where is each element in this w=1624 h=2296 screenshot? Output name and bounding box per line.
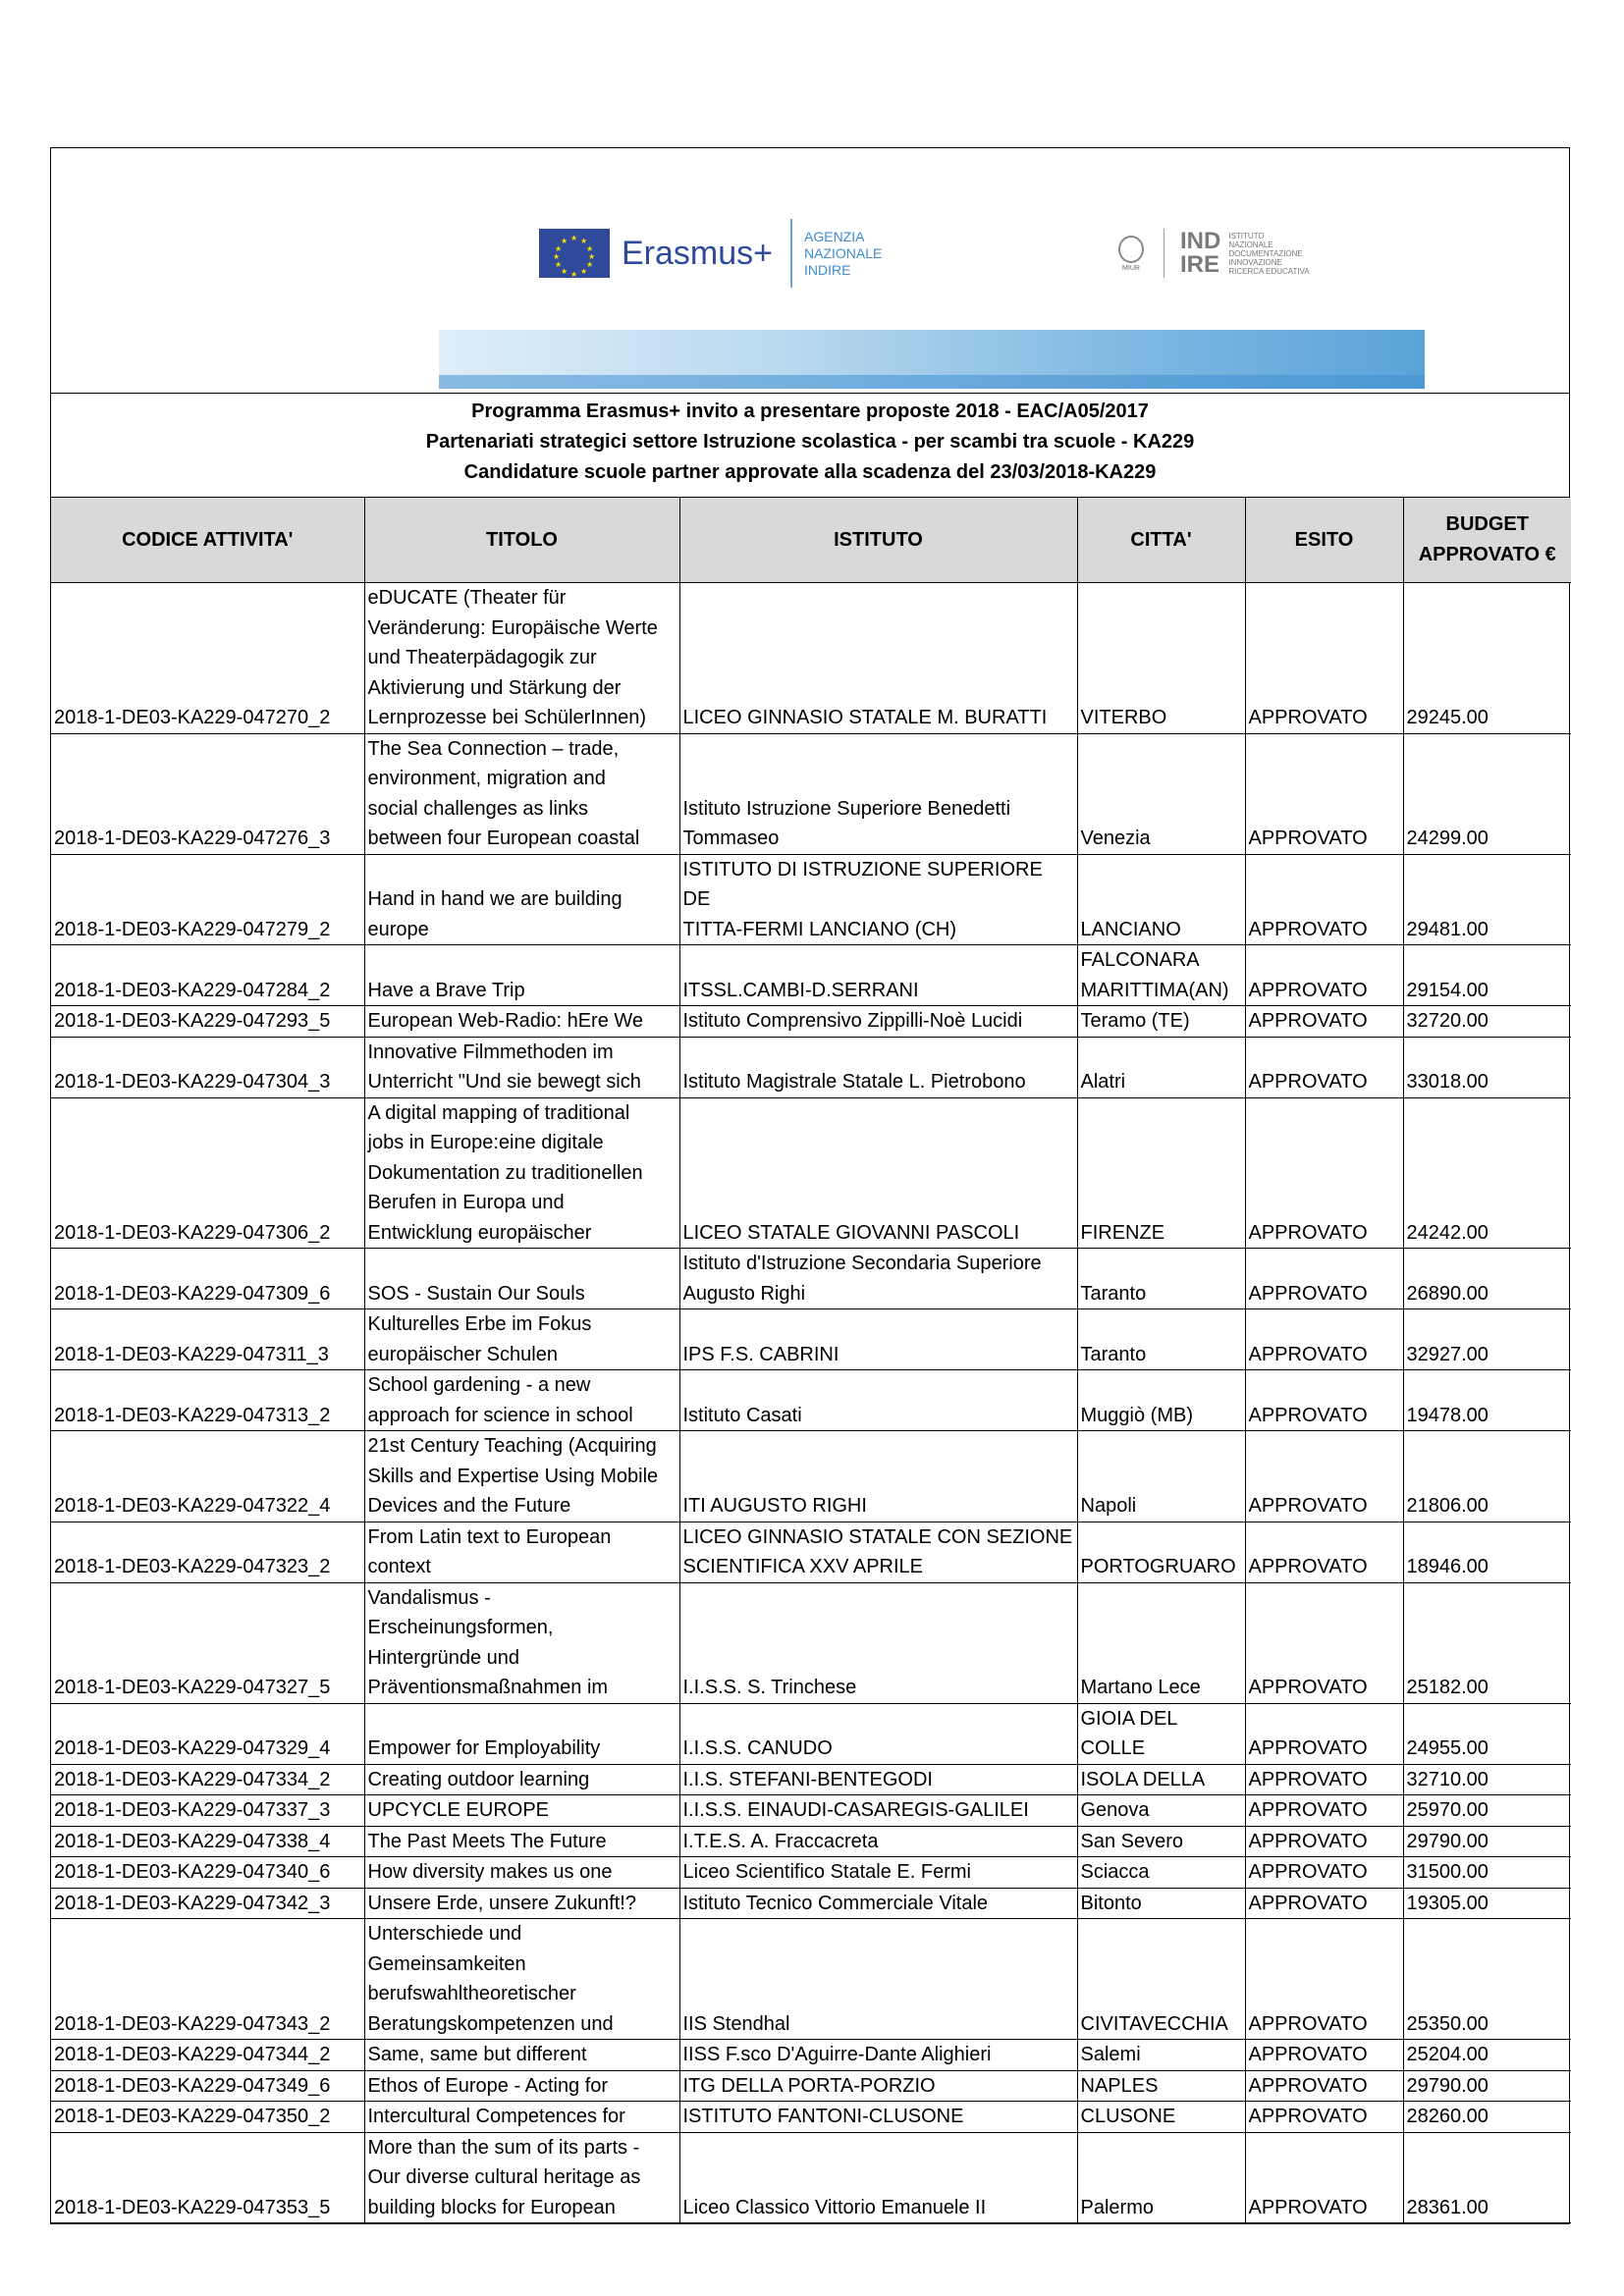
table-row bbox=[51, 2040, 1571, 2071]
cell-code: 2018-1-DE03-KA229-047284_2 bbox=[51, 945, 364, 1006]
cell-city: San Severo bbox=[1077, 1826, 1245, 1857]
cell-outcome: APPROVATO bbox=[1245, 1249, 1403, 1309]
cell-code: 2018-1-DE03-KA229-047350_2 bbox=[51, 2102, 364, 2133]
cell-title: 21st Century Teaching (Acquiring Skills and Expertise Using Mobile Devices and the Future bbox=[364, 1431, 679, 1522]
cell-outcome: APPROVATO bbox=[1245, 1370, 1403, 1431]
table-row bbox=[51, 854, 1571, 945]
miur-emblem-icon bbox=[1114, 229, 1148, 278]
cell-budget: 18946.00 bbox=[1403, 1522, 1571, 1582]
cell-city: Salemi bbox=[1077, 2040, 1245, 2071]
indire-logo bbox=[1114, 229, 1310, 278]
document-sheet bbox=[50, 147, 1570, 2224]
indire-sub-line: DOCUMENTAZIONE bbox=[1228, 248, 1303, 258]
cell-title: School gardening - a new approach for science in school bbox=[364, 1370, 679, 1431]
cell-institute: LICEO STATALE GIOVANNI PASCOLI bbox=[679, 1097, 1077, 1249]
cell-budget: 19305.00 bbox=[1403, 1888, 1571, 1919]
cell-budget: 32927.00 bbox=[1403, 1309, 1571, 1370]
column-header-institute: ISTITUTO bbox=[679, 498, 1077, 583]
cell-outcome: APPROVATO bbox=[1245, 1764, 1403, 1795]
cell-city: ISOLA DELLA bbox=[1077, 1764, 1245, 1795]
miur-label: MIUR bbox=[1122, 264, 1140, 272]
cell-city: Teramo (TE) bbox=[1077, 1006, 1245, 1038]
cell-title: Unterschiede und Gemeinsamkeiten berufswahltheoretischer Beratungskompetenzen und bbox=[364, 1919, 679, 2040]
cell-institute: Istituto Tecnico Commerciale Vitale bbox=[679, 1888, 1077, 1919]
table-row bbox=[51, 1249, 1571, 1309]
cell-city: PORTOGRUARO bbox=[1077, 1522, 1245, 1582]
cell-institute: ISTITUTO FANTONI-CLUSONE bbox=[679, 2102, 1077, 2133]
table-row bbox=[51, 1037, 1571, 1097]
cell-outcome: APPROVATO bbox=[1245, 1309, 1403, 1370]
cell-outcome: APPROVATO bbox=[1245, 1006, 1403, 1038]
cell-budget: 26890.00 bbox=[1403, 1249, 1571, 1309]
table-row bbox=[51, 1097, 1571, 1249]
table-row bbox=[51, 945, 1571, 1006]
cell-budget: 24299.00 bbox=[1403, 733, 1571, 854]
cell-budget: 25204.00 bbox=[1403, 2040, 1571, 2071]
deadline-subtitle: Candidature scuole partner approvate alla scadenza del 23/03/2018-KA229 bbox=[463, 461, 1157, 483]
cell-title: Ethos of Europe - Acting for bbox=[364, 2070, 679, 2102]
partnership-subtitle: Partenariati strategici settore Istruzione scolastica - per scambi tra scuole - KA229 bbox=[425, 431, 1195, 453]
cell-outcome: APPROVATO bbox=[1245, 1795, 1403, 1827]
programme-title: Programma Erasmus+ invito a presentare proposte 2018 - EAC/A05/2017 bbox=[471, 400, 1149, 422]
cell-institute: ITSSL.CAMBI-D.SERRANI bbox=[679, 945, 1077, 1006]
table-row bbox=[51, 2102, 1571, 2133]
column-header-city: CITTA' bbox=[1077, 498, 1245, 583]
cell-institute: Istituto Istruzione Superiore Benedetti Tommaseo bbox=[679, 733, 1077, 854]
cell-code: 2018-1-DE03-KA229-047334_2 bbox=[51, 1764, 364, 1795]
decorative-blue-bar bbox=[439, 330, 1425, 389]
cell-budget: 29481.00 bbox=[1403, 854, 1571, 945]
cell-title: Creating outdoor learning bbox=[364, 1764, 679, 1795]
cell-code: 2018-1-DE03-KA229-047279_2 bbox=[51, 854, 364, 945]
cell-title: Have a Brave Trip bbox=[364, 945, 679, 1006]
cell-code: 2018-1-DE03-KA229-047323_2 bbox=[51, 1522, 364, 1582]
cell-title: A digital mapping of traditional jobs in Europe:eine digitale Dokumentation zu traditionellen Berufen in Europa und Entwicklung europäischer bbox=[364, 1097, 679, 1249]
cell-budget: 33018.00 bbox=[1403, 1037, 1571, 1097]
cell-budget: 29245.00 bbox=[1403, 583, 1571, 734]
cell-code: 2018-1-DE03-KA229-047304_3 bbox=[51, 1037, 364, 1097]
cell-code: 2018-1-DE03-KA229-047329_4 bbox=[51, 1703, 364, 1764]
cell-city: FIRENZE bbox=[1077, 1097, 1245, 1249]
cell-institute: Istituto Magistrale Statale L. Pietrobono bbox=[679, 1037, 1077, 1097]
indire-mark-line: IND bbox=[1180, 228, 1221, 254]
cell-city: Muggiò (MB) bbox=[1077, 1370, 1245, 1431]
cell-institute: Istituto d'Istruzione Secondaria Superiore Augusto Righi bbox=[679, 1249, 1077, 1309]
cell-outcome: APPROVATO bbox=[1245, 2040, 1403, 2071]
agency-line: AGENZIA bbox=[804, 228, 865, 244]
cell-budget: 25970.00 bbox=[1403, 1795, 1571, 1827]
table-row bbox=[51, 2132, 1571, 2223]
cell-outcome: APPROVATO bbox=[1245, 1857, 1403, 1889]
cell-title: Unsere Erde, unsere Zukunft!? bbox=[364, 1888, 679, 1919]
results-table bbox=[51, 498, 1571, 2223]
column-header-budget: BUDGET APPROVATO € bbox=[1403, 498, 1571, 583]
cell-title: Same, same but different bbox=[364, 2040, 679, 2071]
cell-title: Empower for Employability bbox=[364, 1703, 679, 1764]
cell-institute: Liceo Scientifico Statale E. Fermi bbox=[679, 1857, 1077, 1889]
cell-title: eDUCATE (Theater für Veränderung: Europäische Werte und Theaterpädagogik zur Aktivierung und Stärkung der Lernprozesse bei SchülerInnen) bbox=[364, 583, 679, 734]
cell-budget: 29154.00 bbox=[1403, 945, 1571, 1006]
cell-institute: I.T.E.S. A. Fraccacreta bbox=[679, 1826, 1077, 1857]
cell-city: Alatri bbox=[1077, 1037, 1245, 1097]
cell-institute: I.I.S.S. S. Trinchese bbox=[679, 1582, 1077, 1703]
cell-institute: LICEO GINNASIO STATALE CON SEZIONE SCIENTIFICA XXV APRILE bbox=[679, 1522, 1077, 1582]
indire-sub-line: NAZIONALE bbox=[1228, 240, 1273, 249]
cell-city: Bitonto bbox=[1077, 1888, 1245, 1919]
indire-sub-line: RICERCA EDUCATIVA bbox=[1228, 266, 1310, 276]
cell-budget: 32710.00 bbox=[1403, 1764, 1571, 1795]
cell-city: Genova bbox=[1077, 1795, 1245, 1827]
cell-title: Innovative Filmmethoden im Unterricht "Und sie bewegt sich bbox=[364, 1037, 679, 1097]
cell-budget: 28361.00 bbox=[1403, 2132, 1571, 2223]
cell-budget: 29790.00 bbox=[1403, 2070, 1571, 2102]
agency-label bbox=[804, 229, 882, 279]
cell-outcome: APPROVATO bbox=[1245, 1888, 1403, 1919]
cell-outcome: APPROVATO bbox=[1245, 1919, 1403, 2040]
table-row bbox=[51, 1826, 1571, 1857]
erasmus-logo bbox=[539, 219, 882, 288]
cell-code: 2018-1-DE03-KA229-047313_2 bbox=[51, 1370, 364, 1431]
table-row bbox=[51, 1431, 1571, 1522]
table-row bbox=[51, 1919, 1571, 2040]
cell-code: 2018-1-DE03-KA229-047340_6 bbox=[51, 1857, 364, 1889]
table-row bbox=[51, 1370, 1571, 1431]
cell-title: European Web-Radio: hEre We bbox=[364, 1006, 679, 1038]
cell-code: 2018-1-DE03-KA229-047293_5 bbox=[51, 1006, 364, 1038]
cell-code: 2018-1-DE03-KA229-047349_6 bbox=[51, 2070, 364, 2102]
cell-institute: IPS F.S. CABRINI bbox=[679, 1309, 1077, 1370]
cell-budget: 25350.00 bbox=[1403, 1919, 1571, 2040]
table-row bbox=[51, 583, 1571, 734]
cell-title: From Latin text to European context bbox=[364, 1522, 679, 1582]
cell-code: 2018-1-DE03-KA229-047344_2 bbox=[51, 2040, 364, 2071]
cell-code: 2018-1-DE03-KA229-047311_3 bbox=[51, 1309, 364, 1370]
column-header-outcome: ESITO bbox=[1245, 498, 1403, 583]
cell-title: SOS - Sustain Our Souls bbox=[364, 1249, 679, 1309]
cell-outcome: APPROVATO bbox=[1245, 2070, 1403, 2102]
agency-line: NAZIONALE bbox=[804, 244, 883, 261]
cell-outcome: APPROVATO bbox=[1245, 854, 1403, 945]
cell-institute: IISS F.sco D'Aguirre-Dante Alighieri bbox=[679, 2040, 1077, 2071]
cell-city: Venezia bbox=[1077, 733, 1245, 854]
cell-title: The Past Meets The Future bbox=[364, 1826, 679, 1857]
cell-institute: IIS Stendhal bbox=[679, 1919, 1077, 2040]
cell-code: 2018-1-DE03-KA229-047276_3 bbox=[51, 733, 364, 854]
table-row bbox=[51, 2070, 1571, 2102]
cell-city: CLUSONE bbox=[1077, 2102, 1245, 2133]
cell-institute: Istituto Comprensivo Zippilli-Noè Lucidi bbox=[679, 1006, 1077, 1038]
cell-title: Vandalismus - Erscheinungsformen, Hintergründe und Präventionsmaßnahmen im bbox=[364, 1582, 679, 1703]
table-row bbox=[51, 1888, 1571, 1919]
indire-sub-line: INNOVAZIONE bbox=[1228, 257, 1282, 267]
cell-outcome: APPROVATO bbox=[1245, 1097, 1403, 1249]
cell-city: VITERBO bbox=[1077, 583, 1245, 734]
cell-institute: I.I.S.S. CANUDO bbox=[679, 1703, 1077, 1764]
cell-outcome: APPROVATO bbox=[1245, 583, 1403, 734]
cell-budget: 31500.00 bbox=[1403, 1857, 1571, 1889]
indire-sub-line: ISTITUTO bbox=[1228, 231, 1265, 240]
cell-budget: 21806.00 bbox=[1403, 1431, 1571, 1522]
cell-code: 2018-1-DE03-KA229-047306_2 bbox=[51, 1097, 364, 1249]
erasmus-wordmark: Erasmus+ bbox=[622, 234, 773, 272]
cell-code: 2018-1-DE03-KA229-047338_4 bbox=[51, 1826, 364, 1857]
cell-title: How diversity makes us one bbox=[364, 1857, 679, 1889]
cell-city: GIOIA DEL COLLE bbox=[1077, 1703, 1245, 1764]
cell-institute: I.I.S.S. EINAUDI-CASAREGIS-GALILEI bbox=[679, 1795, 1077, 1827]
cell-code: 2018-1-DE03-KA229-047342_3 bbox=[51, 1888, 364, 1919]
cell-outcome: APPROVATO bbox=[1245, 1826, 1403, 1857]
cell-city: Martano Lece bbox=[1077, 1582, 1245, 1703]
cell-title: UPCYCLE EUROPE bbox=[364, 1795, 679, 1827]
agency-line: INDIRE bbox=[804, 261, 851, 278]
cell-title: Kulturelles Erbe im Fokus europäischer Schulen bbox=[364, 1309, 679, 1370]
cell-budget: 32720.00 bbox=[1403, 1006, 1571, 1038]
cell-city: Sciacca bbox=[1077, 1857, 1245, 1889]
cell-title: More than the sum of its parts - Our diverse cultural heritage as building blocks for European bbox=[364, 2132, 679, 2223]
cell-institute: ISTITUTO DI ISTRUZIONE SUPERIORE DE TITTA-FERMI LANCIANO (CH) bbox=[679, 854, 1077, 945]
cell-code: 2018-1-DE03-KA229-047327_5 bbox=[51, 1582, 364, 1703]
cell-outcome: APPROVATO bbox=[1245, 1522, 1403, 1582]
table-row bbox=[51, 1582, 1571, 1703]
table-row bbox=[51, 1006, 1571, 1038]
cell-budget: 28260.00 bbox=[1403, 2102, 1571, 2133]
indire-mark bbox=[1180, 230, 1220, 277]
table-row bbox=[51, 1309, 1571, 1370]
cell-budget: 29790.00 bbox=[1403, 1826, 1571, 1857]
table-row bbox=[51, 733, 1571, 854]
cell-city: CIVITAVECCHIA bbox=[1077, 1919, 1245, 2040]
cell-code: 2018-1-DE03-KA229-047353_5 bbox=[51, 2132, 364, 2223]
table-row bbox=[51, 1703, 1571, 1764]
cell-budget: 25182.00 bbox=[1403, 1582, 1571, 1703]
cell-institute: LICEO GINNASIO STATALE M. BURATTI bbox=[679, 583, 1077, 734]
table-row bbox=[51, 1522, 1571, 1582]
indire-subtitle bbox=[1228, 232, 1309, 276]
cell-title: The Sea Connection – trade, environment, migration and social challenges as links between four European coastal bbox=[364, 733, 679, 854]
table-row bbox=[51, 1764, 1571, 1795]
cell-city: Taranto bbox=[1077, 1309, 1245, 1370]
cell-city: NAPLES bbox=[1077, 2070, 1245, 2102]
cell-outcome: APPROVATO bbox=[1245, 2132, 1403, 2223]
cell-institute: ITG DELLA PORTA-PORZIO bbox=[679, 2070, 1077, 2102]
cell-institute: I.I.S. STEFANI-BENTEGODI bbox=[679, 1764, 1077, 1795]
cell-title: Hand in hand we are building europe bbox=[364, 854, 679, 945]
cell-code: 2018-1-DE03-KA229-047337_3 bbox=[51, 1795, 364, 1827]
cell-institute: Liceo Classico Vittorio Emanuele II bbox=[679, 2132, 1077, 2223]
indire-mark-line: IRE bbox=[1180, 251, 1220, 278]
column-header-code: CODICE ATTIVITA' bbox=[51, 498, 364, 583]
cell-city: FALCONARA MARITTIMA(AN) bbox=[1077, 945, 1245, 1006]
cell-code: 2018-1-DE03-KA229-047309_6 bbox=[51, 1249, 364, 1309]
cell-code: 2018-1-DE03-KA229-047343_2 bbox=[51, 1919, 364, 2040]
cell-budget: 24242.00 bbox=[1403, 1097, 1571, 1249]
table-row bbox=[51, 1857, 1571, 1889]
eu-flag-icon: ★ ★ ★ ★ ★ ★ ★ ★ ★ ★ ★ ★ bbox=[539, 229, 610, 278]
title-band bbox=[51, 394, 1569, 498]
logo-divider bbox=[790, 219, 792, 288]
cell-city: Taranto bbox=[1077, 1249, 1245, 1309]
cell-outcome: APPROVATO bbox=[1245, 1582, 1403, 1703]
cell-title: Intercultural Competences for bbox=[364, 2102, 679, 2133]
cell-outcome: APPROVATO bbox=[1245, 1431, 1403, 1522]
cell-outcome: APPROVATO bbox=[1245, 1037, 1403, 1097]
cell-budget: 24955.00 bbox=[1403, 1703, 1571, 1764]
cell-code: 2018-1-DE03-KA229-047270_2 bbox=[51, 583, 364, 734]
cell-budget: 19478.00 bbox=[1403, 1370, 1571, 1431]
cell-city: Napoli bbox=[1077, 1431, 1245, 1522]
cell-city: LANCIANO bbox=[1077, 854, 1245, 945]
cell-institute: Istituto Casati bbox=[679, 1370, 1077, 1431]
cell-institute: ITI AUGUSTO RIGHI bbox=[679, 1431, 1077, 1522]
table-row bbox=[51, 1795, 1571, 1827]
cell-outcome: APPROVATO bbox=[1245, 1703, 1403, 1764]
column-header-title: TITOLO bbox=[364, 498, 679, 583]
cell-city: Palermo bbox=[1077, 2132, 1245, 2223]
cell-outcome: APPROVATO bbox=[1245, 945, 1403, 1006]
cell-outcome: APPROVATO bbox=[1245, 2102, 1403, 2133]
cell-code: 2018-1-DE03-KA229-047322_4 bbox=[51, 1431, 364, 1522]
cell-outcome: APPROVATO bbox=[1245, 733, 1403, 854]
logo-band bbox=[51, 148, 1569, 394]
